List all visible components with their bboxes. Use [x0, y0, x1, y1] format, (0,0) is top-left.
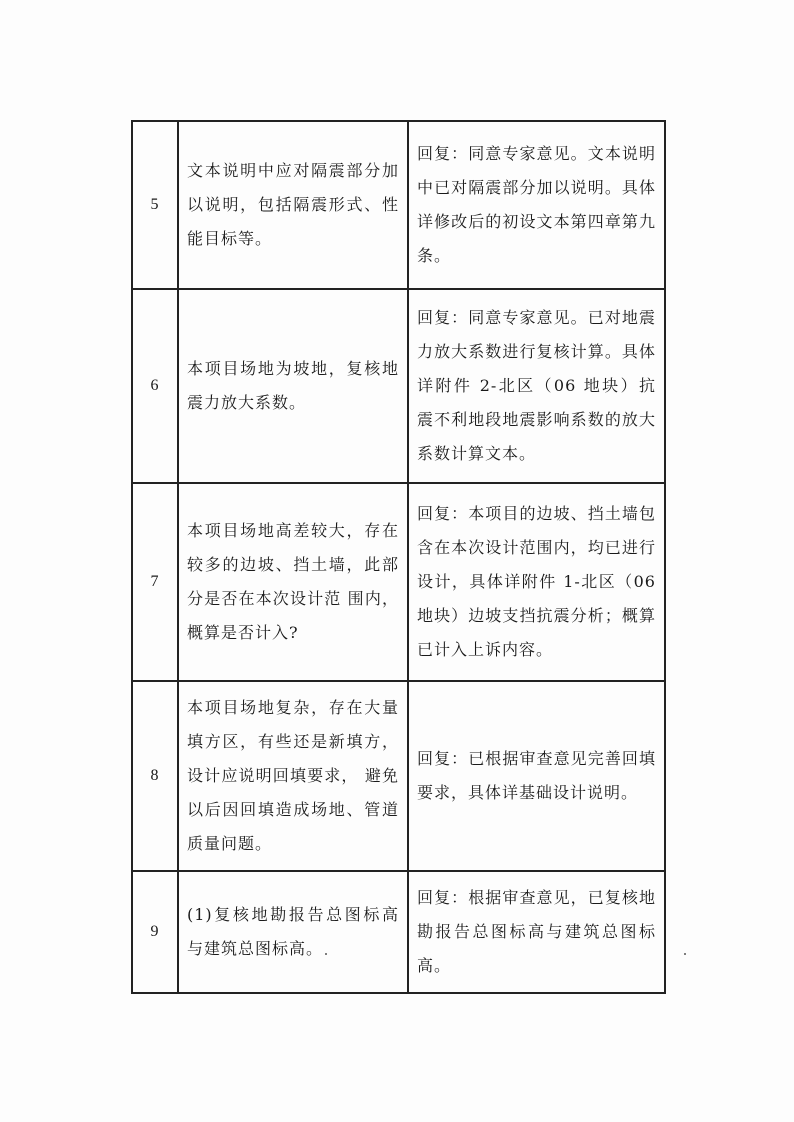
table-row: [132, 871, 665, 993]
table-row: [132, 121, 665, 289]
review-comment: 文本说明中应对隔震部分加以说明，包括隔震形式、性能目标等。: [178, 121, 408, 289]
review-comment: (1)复核地勘报告总图标高与建筑总图标高。: [178, 871, 408, 993]
table-row: [132, 483, 665, 681]
review-comment: 本项目场地为坡地，复核地震力放大系数。: [178, 289, 408, 483]
row-number: 8: [132, 681, 178, 871]
reply-text: 回复：本项目的边坡、挡土墙包含在本次设计范围内，均已进行设计，具体详附件 1-北区（06地块）边坡支挡抗震分析；概算已计入上诉内容。: [408, 483, 665, 681]
row-number: 7: [132, 483, 178, 681]
reply-text: 回复：根据审查意见，已复核地勘报告总图标高与建筑总图标高。: [408, 871, 665, 993]
row-number: 5: [132, 121, 178, 289]
table-row: [132, 289, 665, 483]
row-number: 6: [132, 289, 178, 483]
reply-text: 回复：已根据审查意见完善回填要求，具体详基础设计说明。: [408, 681, 665, 871]
table-row: [132, 681, 665, 871]
review-comment: 本项目场地高差较大，存在较多的边坡、挡土墙，此部分是否在本次设计范 围内，概算是否计入?: [178, 483, 408, 681]
review-comments-table: [131, 120, 666, 994]
reply-text: 回复：同意专家意见。文本说明中已对隔震部分加以说明。具体详修改后的初设文本第四章第九条。: [408, 121, 665, 289]
scan-speck: [325, 953, 327, 955]
review-comment: 本项目场地复杂，存在大量填方区，有些还是新填方，设计应说明回填要求， 避免以后因回填造成场地、管道质量问题。: [178, 681, 408, 871]
reply-text: 回复：同意专家意见。已对地震力放大系数进行复核计算。具体详附件 2-北区（06 地块）抗震不利地段地震影响系数的放大系数计算文本。: [408, 289, 665, 483]
scan-speck: [684, 953, 686, 955]
row-number: 9: [132, 871, 178, 993]
